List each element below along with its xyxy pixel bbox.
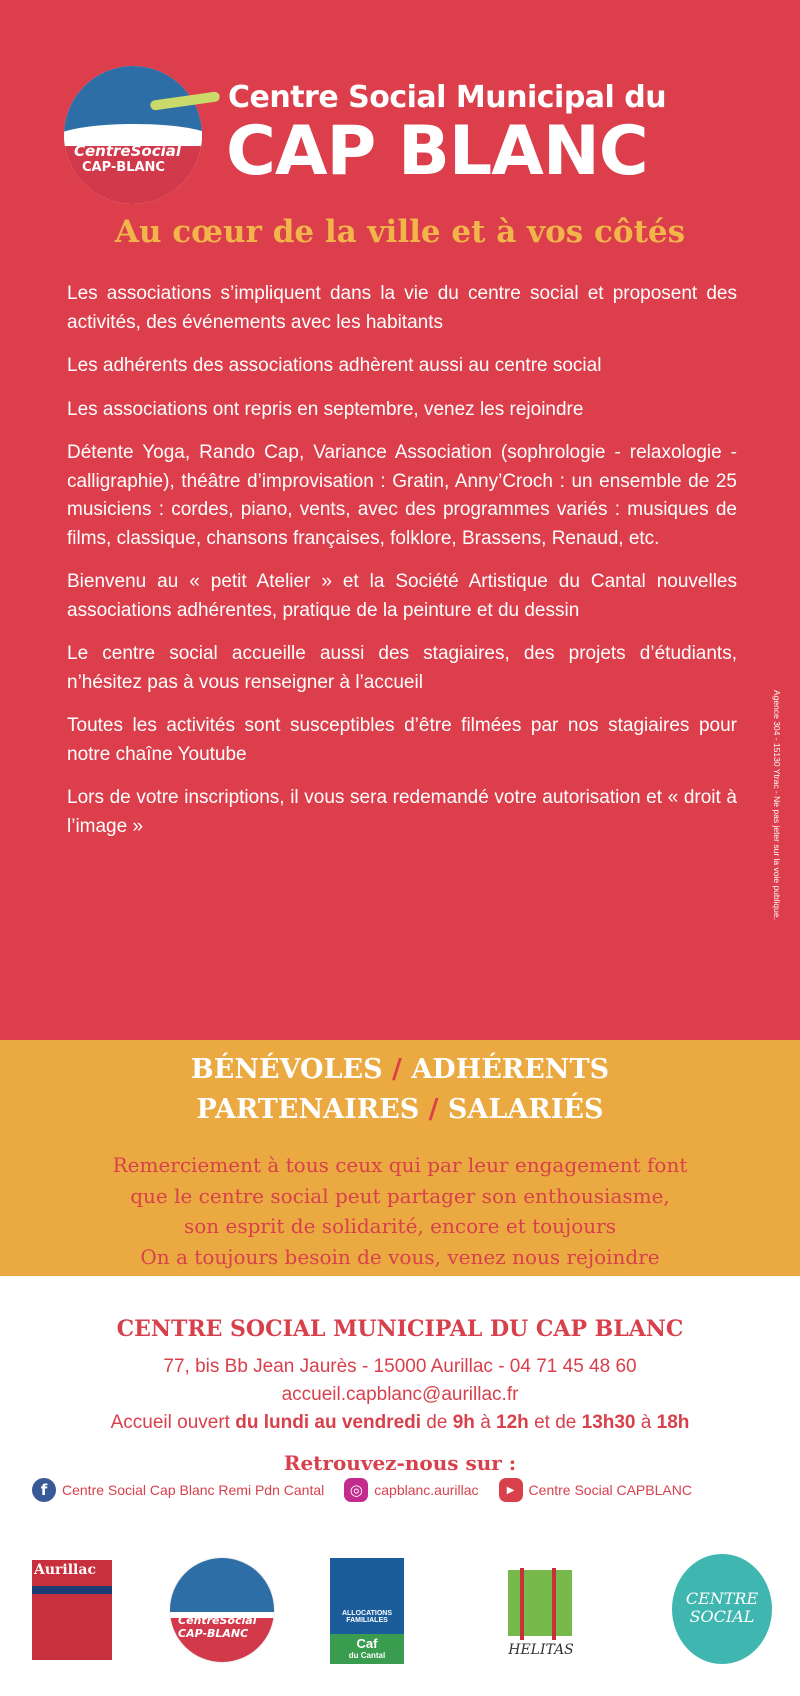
paragraphs — [67, 280, 737, 856]
separator: / — [392, 1054, 402, 1085]
hours-time: 12h — [496, 1412, 529, 1433]
paragraph: Lors de votre inscriptions, il vous sera redemandé votre autorisation et « droit à l’image » — [67, 787, 737, 837]
hours-text: Accueil ouvert — [110, 1412, 236, 1433]
paragraph: Bienvenu au « petit Atelier » et la Société Artistique du Cantal nouvelles associations adhérentes, pratique de la peinture et du dessin — [67, 571, 737, 621]
social-links — [32, 1478, 692, 1502]
instagram-icon[interactable]: ◎ — [344, 1478, 368, 1502]
youtube-icon[interactable]: ▶ — [499, 1478, 523, 1502]
centre-social-line-1: CENTRE — [685, 1589, 759, 1608]
volunteers-line-2 — [0, 1094, 800, 1125]
title-small: Centre Social Municipal du — [228, 80, 667, 115]
thanks-line: Remerciement à tous ceux qui par leur engagement font — [112, 1153, 688, 1177]
thanks-line: que le centre social peut partager son enthousiasme, — [130, 1183, 670, 1208]
word-salaries: SALARIÉS — [447, 1094, 604, 1125]
cap-blanc-logo — [64, 66, 202, 204]
caf-logo — [330, 1558, 404, 1664]
thanks-line: On a toujours besoin de vous, venez nous rejoindre — [140, 1244, 660, 1269]
caf-line-1: ALLOCATIONS FAMILIALES — [341, 1610, 393, 1624]
hours-text: à — [635, 1412, 657, 1433]
paragraph: Les associations ont repris en septembre, venez les rejoindre — [67, 398, 584, 420]
paragraph: Détente Yoga, Rando Cap, Variance Association (sophrologie - relaxologie - calligraphie), théâtre d’improvisation : Gratin, Anny’Croch : un ensemble de 25 musiciens : cordes, piano, vents, avec des programmes variés : musiques de films, classique, chansons françaises, folklore, Brassens, Renaud, etc. — [67, 442, 737, 549]
caf-line-2: Caf — [356, 1636, 378, 1651]
hours-days: du lundi au vendredi — [235, 1412, 422, 1433]
centre-social-line-2: SOCIAL — [689, 1607, 755, 1626]
cap-blanc-label: CentreSocial CAP-BLANC — [178, 1614, 257, 1640]
hours-text: à — [474, 1412, 497, 1433]
volunteers-line-1 — [0, 1054, 800, 1085]
caf-line-3: du Cantal — [348, 1651, 386, 1660]
word-benevoles: BÉNÉVOLES — [190, 1054, 383, 1085]
word-adherents: ADHÉRENTS — [411, 1054, 610, 1085]
youtube-link[interactable]: Centre Social CAPBLANC — [528, 1482, 692, 1498]
email-link[interactable]: accueil.capblanc@aurillac.fr — [281, 1384, 519, 1405]
thanks-text — [0, 1150, 800, 1272]
facebook-icon[interactable]: f — [32, 1478, 56, 1502]
aurillac-logo — [32, 1560, 112, 1660]
paragraph: Les associations s’impliquent dans la vie du centre social et proposent des activités, des événements avec les habitants — [67, 283, 737, 333]
hours-time: 13h30 — [581, 1412, 636, 1433]
org-name: CENTRE SOCIAL MUNICIPAL DU CAP BLANC — [116, 1316, 684, 1342]
tagline: Au cœur de la ville et à vos côtés — [114, 214, 686, 250]
hours-time: 9h — [452, 1412, 475, 1433]
hours-time: 18h — [656, 1412, 690, 1433]
aurillac-label: Aurillac — [34, 1562, 96, 1578]
paragraph: Le centre social accueille aussi des stagiaires, des projets d’étudiants, n’hésitez pas à vous renseigner à l’accueil — [67, 643, 737, 693]
opening-hours — [0, 1412, 800, 1434]
hours-text: et de — [528, 1412, 582, 1433]
thanks-line: son esprit de solidarité, encore et toujours — [183, 1214, 616, 1238]
logo-text-1: CentreSocial — [74, 142, 182, 160]
word-partenaires: PARTENAIRES — [196, 1094, 420, 1125]
printer-note: Agence 304 - 15130 Ytrac - Ne pas jeter sur la voie publique. — [772, 690, 782, 920]
logo-text-2: CAP-BLANC — [82, 160, 165, 175]
instagram-link[interactable]: capblanc.aurillac — [374, 1482, 479, 1498]
title-big: CAP BLANC — [226, 112, 648, 191]
separator: / — [428, 1094, 439, 1125]
centre-social-logo — [672, 1554, 772, 1664]
cap-blanc-partner-logo — [170, 1558, 274, 1662]
facebook-link[interactable]: Centre Social Cap Blanc Remi Pdn Cantal — [62, 1482, 325, 1498]
hours-text: de — [421, 1412, 453, 1433]
paragraph: Les adhérents des associations adhèrent aussi au centre social — [67, 355, 602, 376]
helitas-label: HELITAS — [508, 1642, 574, 1658]
partner-logos — [0, 1548, 800, 1668]
find-us: Retrouvez-nous sur : — [283, 1451, 517, 1475]
paragraph: Toutes les activités sont susceptibles d’être filmées par nos stagiaires pour notre chaîne Youtube — [67, 715, 737, 765]
address: 77, bis Bb Jean Jaurès - 15000 Aurillac - 04 71 45 48 60 — [163, 1356, 637, 1377]
helitas-logo — [498, 1564, 584, 1660]
